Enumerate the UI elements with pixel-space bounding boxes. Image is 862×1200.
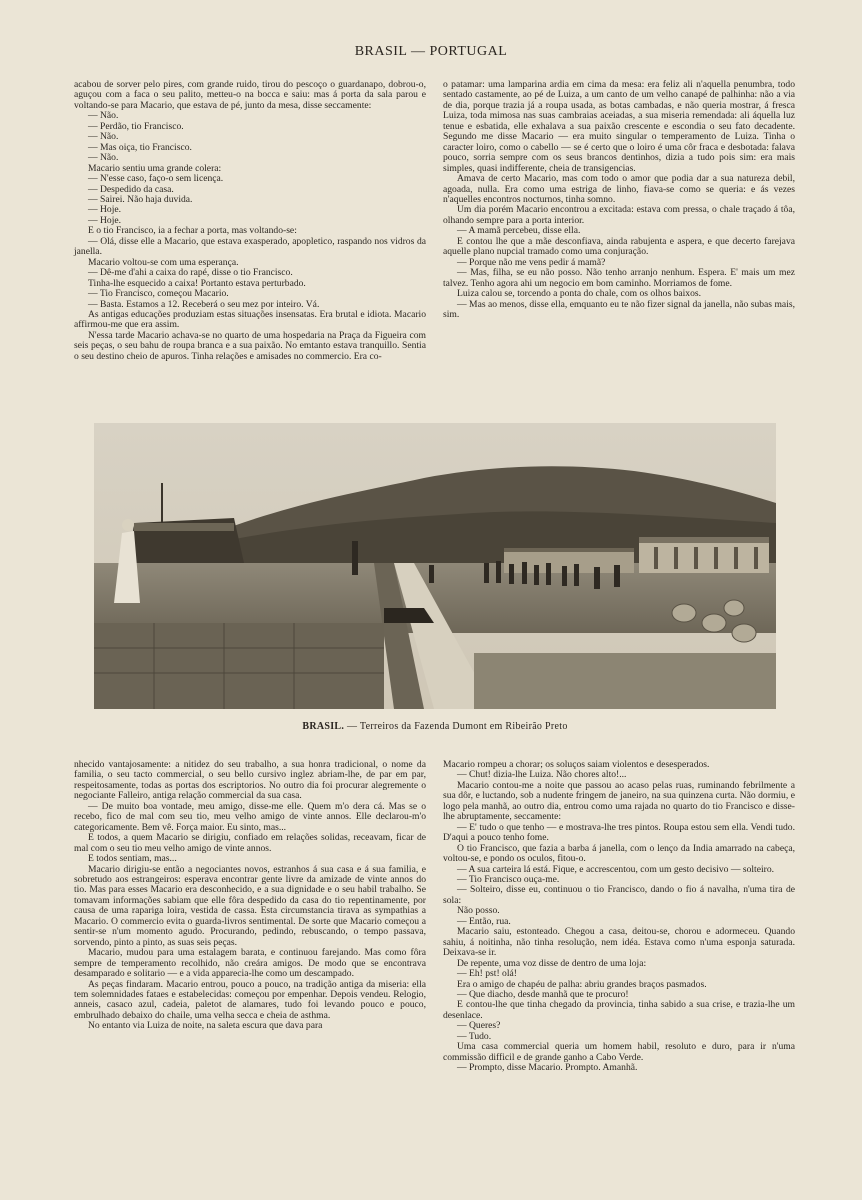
paragraph: Amava de certo Macario, mas com todo o amor que podia dar a sua natureza debil, agoada, nulla. Era como uma estriga de linho, fiava-se como se queria: e ás vezes n'aquelles encontros nocturnos, tinha somno. (443, 173, 795, 205)
paragraph: — Solteiro, disse eu, continuou o tio Francisco, dando o fio á navalha, n'uma tira de sola: (443, 884, 795, 906)
paragraph: — Não. (88, 152, 119, 164)
paragraph: Não posso. (457, 905, 500, 917)
paragraph: — Olá, disse elle a Macario, que estava exasperado, apopletico, raspando nos vidros da janella. (74, 235, 426, 258)
paragraph: Macario contou-me a noite que passou ao acaso pelas ruas, ruminando febrilmente a sua dôr, e luctando, sob a nudente fringem de janeiro, na sua quinzena curta. Não dormiu, e logo pela manhã, ao outro dia, entrou como uma rajada no quarto do tio Francisco e disse-lhe abruptamente, seccamente: (443, 779, 795, 823)
paragraph: — Tio Francisco, começou Macario. (88, 288, 229, 300)
paragraph: — Tudo. (457, 1030, 492, 1042)
text-column-bottom-left (74, 760, 426, 1032)
paragraph: — Hoje. (88, 204, 122, 216)
paragraph: Tinha-lhe esquecido a caixa! Portanto estava perturbado. (88, 277, 306, 289)
paragraph: E todos, a quem Macario se dirigiu, confiado em relações solidas, receavam, ficar de mal com o seu tio meu velho amigo de vinte annos. (74, 832, 426, 854)
paragraph: o patamar: uma lamparina ardia em cima da mesa: era feliz ali n'aquella penumbra, todo sentado castamente, ao pé de Luiza, a um canto de um velho canapé de palhinha: não a via de dia, porque trazia já a roupa usada, as botas cambadas, e não queria mostrar, á fresca Luiza, toda mimosa nas suas cambraias aceiadas, a sua miseria remendada: ali áquella luz tenue e esbatida, elle exhalava a sua paixão crescente e escondia o seu fato decadente. Segundo me disse Macario — era muito singular o temperamento de Luiza. Tinha o caracter loiro, como o cabello — se é certo que o loiro é uma côr fraca e desbotada: falava pouco, sorria sempre com os seus brancos dentinhos, dizia a tudo pois sim: era mais simples, quasi indifferente, cheia de transigencias. (443, 79, 795, 174)
paragraph: — Prompto, disse Macario. Prompto. Amanhã. (457, 1062, 638, 1074)
paragraph: — Então, rua. (457, 915, 511, 927)
paragraph: — Perdão, tio Francisco. (88, 120, 184, 132)
paragraph: Macario sentiu uma grande colera: (88, 162, 222, 174)
paragraph: — Sairei. Não haja duvida. (88, 193, 193, 205)
paragraph: No entanto via Luiza de noite, na saleta escura que dava para (88, 1020, 323, 1032)
paragraph: — Que diacho, desde manhã que te procuro! (457, 988, 629, 1000)
paragraph: — A sua carteira lá está. Fique, e accrescentou, com um gesto decisivo — solteiro. (457, 863, 775, 875)
photo-caption (94, 721, 776, 732)
paragraph: Era o amigo de chapéu de palha: abriu grandes braços pasmados. (457, 978, 707, 990)
paragraph: — N'esse caso, faço-o sem licença. (88, 173, 224, 185)
paragraph: — Chut! dizia-lhe Luiza. Não chores alto!... (457, 769, 627, 781)
paragraph: — Mas ao menos, disse ella, emquanto eu te não fizer signal da janella, não subas mais, sim. (443, 298, 795, 320)
paragraph: — Mas oiça, tio Francisco. (88, 141, 192, 153)
paragraph: As peças findaram. Macario entrou, pouco a pouco, na tradição antiga da miseria: ella tem solemnidades fataes e estabelecidas: começou por empenhar. Depois vendeu. Relogio, anneis, casaco azul, cadeia, paletot de alamares, tudo foi levando pouco e pouco, embrulhado debaixo do chaile, uma velha secca e cheia de asthma. (74, 978, 426, 1021)
paragraph: — Porque não me vens pedir á mamã? (457, 256, 606, 268)
text-column-bottom-right (443, 760, 795, 1074)
paragraph: — A mamã percebeu, disse ella. (457, 225, 581, 237)
paragraph: — Mas, filha, se eu não posso. Não tenho arranjo nenhum. Espera. E' mais um mez talvez. Tenho agora ahi um negocio em bom caminho. Morriamos de fome. (443, 267, 795, 289)
paragraph: nhecido vantajosamente: a nitidez do seu trabalho, a sua honra tradicional, o nome da familia, o seu tacto commercial, o seu bello cursivo inglez abriam-lhe, de par em par, respeitosamente, todas as portas dos escriptorios. No outro dia foi procurar alegremente o negociante Falleiro, antiga relação commercial da sua casa. (74, 759, 426, 802)
paragraph: Macario voltou-se com uma esperança. (88, 256, 239, 268)
paragraph: — Queres? (457, 1020, 501, 1032)
paragraph: Macario dirigiu-se então a negociantes novos, estranhos á sua casa e á sua familia, e sobretudo aos estrangeiros: esperava encontrar gente livre da amizade de vinte annos do tio. Mas para esses Macario era desconhecido, e a sua dignidade e o seu habil trabalho. Se tomavam informações sabiam que elle fôra despedido da casa do tio repentinamente, por causa de uma rapariga loira, vestida de cassa. Esta circumstancia tirava as sympathias a Macario. O commercio evita o guarda-livros sentimental. De sorte que Macario começou a sentir-se n'um momento agudo. Procurando, pedindo, rebuscando, o tempo passava, sorvendo, pinto a pinto, as suas seis peças. (74, 863, 426, 948)
paragraph: — Despedido da casa. (88, 183, 174, 195)
farm-photo-illustration (94, 423, 776, 709)
text-column-top-right (443, 80, 795, 320)
page-header: BRASIL — PORTUGAL (354, 44, 508, 59)
paragraph: Um dia porém Macario encontrou a excitada: estava com pressa, o chale traçado á tôa, olhando sempre para a porta interior. (443, 204, 795, 226)
paragraph: — Não. (88, 110, 119, 122)
paragraph: De repente, uma voz disse de dentro de uma loja: (457, 957, 647, 969)
paragraph: E contou-lhe que tinha chegado da provincia, tinha sabido a sua crise, e trazia-lhe um desenlace. (443, 999, 795, 1021)
paragraph: — Hoje. (88, 214, 122, 226)
paragraph: E contou lhe que a mãe desconfiava, ainda rabujenta e aspera, e que decerto farejava aquelle plano nupcial tramado como uma conjuração. (443, 235, 795, 258)
paragraph: Macario rompeu a chorar; os soluços saiam violentos e desesperados. (443, 759, 710, 770)
text-column-top-left (74, 80, 426, 362)
paragraph: As antigas educações produziam estas situações insensatas. Era brutal e idiota. Macario affirmou-me que era assim. (74, 308, 426, 331)
paragraph: E o tio Francisco, ia a fechar a porta, mas voltando-se: (88, 225, 297, 237)
paragraph: — Não. (88, 131, 119, 143)
caption-text: — Terreiros da Fazenda Dumont em Ribeirão Preto (344, 721, 568, 732)
paragraph: — Basta. Estamos a 12. Receberá o seu mez por inteiro. Vá. (88, 298, 320, 310)
farm-photograph (94, 423, 776, 709)
paragraph: Macario, mudou para uma estalagem barata, e continuou farejando. Mas como fôra sempre de temperamento recolhido, não creára amigos. De modo que se encontrava desamparado e solitario — e a vida apparecia-lhe como um descampado. (74, 947, 426, 980)
paragraph: — E' tudo o que tenho — e mostrava-lhe tres pintos. Roupa estou sem ella. Vendi tudo. D'aqui a pouco tenho fome. (443, 821, 795, 844)
paragraph: acabou de sorver pelo pires, com grande ruido, tirou do pescoço o guardanapo, dobrou-o, aguçou com a faca o seu palito, metteu-o na bocca e saiu: mas á porta da sala parou e voltando-se para Macario, que estava de pé, junto da mesa, disse seccamente: (74, 79, 426, 111)
paragraph: N'essa tarde Macario achava-se no quarto de uma hospedaria na Praça da Figueira com seis peças, o seu bahu de roupa branca e a sua paixão. No emtanto estava tranquillo. Sentia o seu destino cheio de apuros. Tinha relações e amisades no commercio. Era co- (74, 329, 426, 362)
paragraph: E todos sentiam, mas... (88, 853, 177, 865)
paragraph: Macario saiu, estonteado. Chegou a casa, deitou-se, chorou e adormeceu. Quando sahiu, á noitinha, não tinha resolução, nem idéa. Estava como n'uma esponja saturada. Deixava-se ir. (443, 926, 795, 959)
paragraph: — Tio Francisco ouça-me. (457, 873, 560, 885)
paragraph: — Dê-me d'ahi a caixa do rapé, disse o tio Francisco. (88, 267, 293, 279)
paragraph: Uma casa commercial queria um homem habil, resoluto e duro, para ir n'uma commissão difficil e de grande ganho a Cabo Verde. (443, 1041, 795, 1063)
paragraph: — Eh! pst! olá! (457, 968, 517, 980)
paragraph: O tio Francisco, que fazia a barba á janella, com o lenço da India amarrado na cabeça, voltou-se, e pondo os oculos, fitou-o. (443, 842, 795, 865)
paragraph: — De muito boa vontade, meu amigo, disse-me elle. Quem m'o dera cá. Mas se o recebo, fico de mal com seu tio, meu velho amigo de vinte annos. Elle declarou-m'o categoricamente. Bem vê. Força maior. Eu sinto, mas... (74, 800, 426, 833)
caption-country: BRASIL. (302, 721, 345, 732)
paragraph: Luiza calou se, torcendo a ponta do chale, com os olhos baixos. (457, 288, 702, 300)
